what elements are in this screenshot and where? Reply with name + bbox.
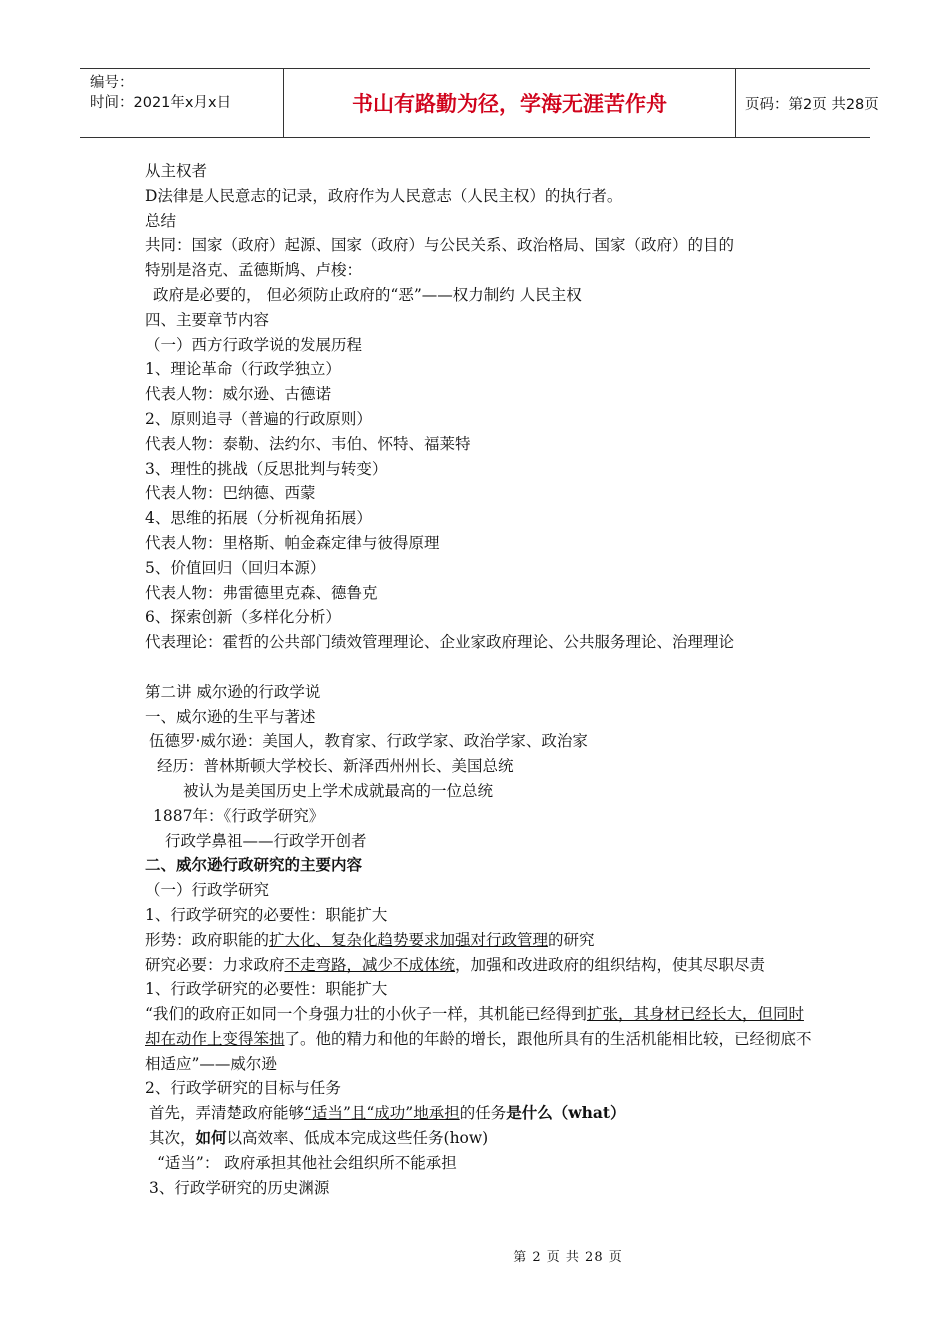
text-line: D法律是人民意志的记录，政府作为人民意志（人民主权）的执行者。	[145, 186, 623, 205]
text-span: 首先，弄清楚政府能够	[149, 1104, 305, 1123]
page-footer	[0, 1246, 950, 1265]
underlined-text: “适当”且“成功”地承担	[304, 1104, 460, 1123]
text-line: 伍德罗·威尔逊：美国人，教育家、行政学家、政治学家、政治家	[149, 732, 588, 751]
paragraph-second	[145, 1126, 815, 1151]
paragraph-quote	[145, 1002, 815, 1076]
text-line: 共同：国家（政府）起源、国家（政府）与公民关系、政治格局、国家（政府）的目的	[145, 236, 735, 255]
underlined-text: 扩张，其身材已经长大，但同时却在动作上变得笨拙	[145, 1005, 804, 1048]
text-line: 3、理性的挑战（反思批判与转变）	[145, 459, 388, 478]
footer-page-number: 第 2 页 共 28 页	[513, 1250, 623, 1265]
text-line: 从主权者	[145, 162, 208, 180]
text-line: 代表理论：霍哲的公共部门绩效管理理论、企业家政府理论、公共服务理论、治理理论	[145, 633, 735, 652]
text-line: 代表人物：弗雷德里克森、德鲁克	[145, 583, 378, 602]
text-line: 行政学鼻祖——行政学开创者	[165, 831, 367, 850]
header-page-info: 页码：第2页 共28页	[745, 96, 879, 113]
text-line: 政府是必要的， 但必须防止政府的“恶”——权力制约 人民主权	[153, 285, 582, 304]
body-lines	[145, 159, 815, 928]
text-line: 一、威尔逊的生平与著述	[145, 707, 316, 726]
text-line: 5、价值回归（回归本源）	[145, 558, 326, 577]
text-line: 2、原则追寻（普遍的行政原则）	[145, 409, 372, 428]
paragraph-necessity	[145, 953, 815, 978]
text-line: 1887年：《行政学研究》	[153, 806, 325, 825]
text-line: 代表人物：威尔逊、古德诺	[145, 385, 332, 404]
text-span: ，加强和改进政府的组织结构，使其尽职尽责	[455, 955, 766, 974]
bold-text: 是什么（what）	[506, 1103, 626, 1123]
text-line: 代表人物：泰勒、法约尔、韦伯、怀特、福莱特	[145, 434, 471, 453]
text-line: 被认为是美国历史上学术成就最高的一位总统	[183, 781, 494, 800]
bold-text: 如何	[195, 1128, 227, 1148]
text-span: 形势：政府职能的	[145, 930, 270, 949]
text-span: “我们的政府正如同一个身强力壮的小伙子一样，其机能已经得到	[145, 1005, 587, 1024]
text-line: 总结	[145, 211, 177, 230]
underlined-text: 不走弯路，减少不成体统	[284, 955, 456, 974]
text-span: 的任务	[459, 1104, 507, 1123]
text-line: 经历：普林斯顿大学校长、新泽西州州长、美国总统	[157, 757, 514, 776]
underlined-text: 扩大化、复杂化趋势要求加强对行政管理	[269, 930, 549, 949]
section-heading: 1、行政学研究的必要性：职能扩大	[145, 980, 388, 999]
text-line: 第二讲 威尔逊的行政学说	[145, 682, 321, 701]
section-heading: 2、行政学研究的目标与任务	[145, 1079, 341, 1098]
text-line: （一）行政学研究	[145, 881, 270, 900]
text-line: 二、威尔逊行政研究的主要内容	[145, 855, 363, 875]
paragraph-appropriate: “适当”： 政府承担其他社会组织所不能承担	[157, 1153, 457, 1172]
text-line	[145, 655, 815, 680]
document-body	[145, 159, 815, 1200]
text-span: 了。他的精力和他的年龄的增长，跟他所具有的生活机能相比较，已经彻底不相适应”——威尔逊	[145, 1029, 812, 1073]
text-line: 1、理论革命（行政学独立）	[145, 360, 341, 379]
text-line: 4、思维的拓展（分析视角拓展）	[145, 509, 372, 528]
section-heading: 3、行政学研究的历史渊源	[149, 1178, 330, 1197]
text-line: 四、主要章节内容	[145, 310, 270, 329]
text-line: 代表人物：巴纳德、西蒙	[145, 484, 316, 503]
number-label: 编号：	[90, 75, 134, 91]
time-label: 时间：2021年x月x日	[90, 95, 232, 111]
text-line: 代表人物：里格斯、帕金森定律与彼得原理	[145, 533, 440, 552]
paragraph-first	[145, 1101, 815, 1126]
page-header	[80, 68, 879, 138]
paragraph-situation	[145, 928, 815, 953]
text-span: 研究必要：力求政府	[145, 955, 285, 974]
text-line: 1、行政学研究的必要性：职能扩大	[145, 905, 388, 924]
header-meta	[80, 69, 283, 137]
text-line: （一）西方行政学说的发展历程	[145, 335, 363, 354]
header-motto: 书山有路勤为径，学海无涯苦作舟	[283, 69, 736, 137]
text-span: 其次，	[149, 1129, 196, 1148]
text-line: 6、探索创新（多样化分析）	[145, 608, 341, 627]
text-line: 特别是洛克、孟德斯鸠、卢梭：	[145, 261, 363, 280]
text-span: 以高效率、低成本完成这些任务(how)	[226, 1129, 489, 1148]
text-span: 的研究	[548, 930, 595, 949]
